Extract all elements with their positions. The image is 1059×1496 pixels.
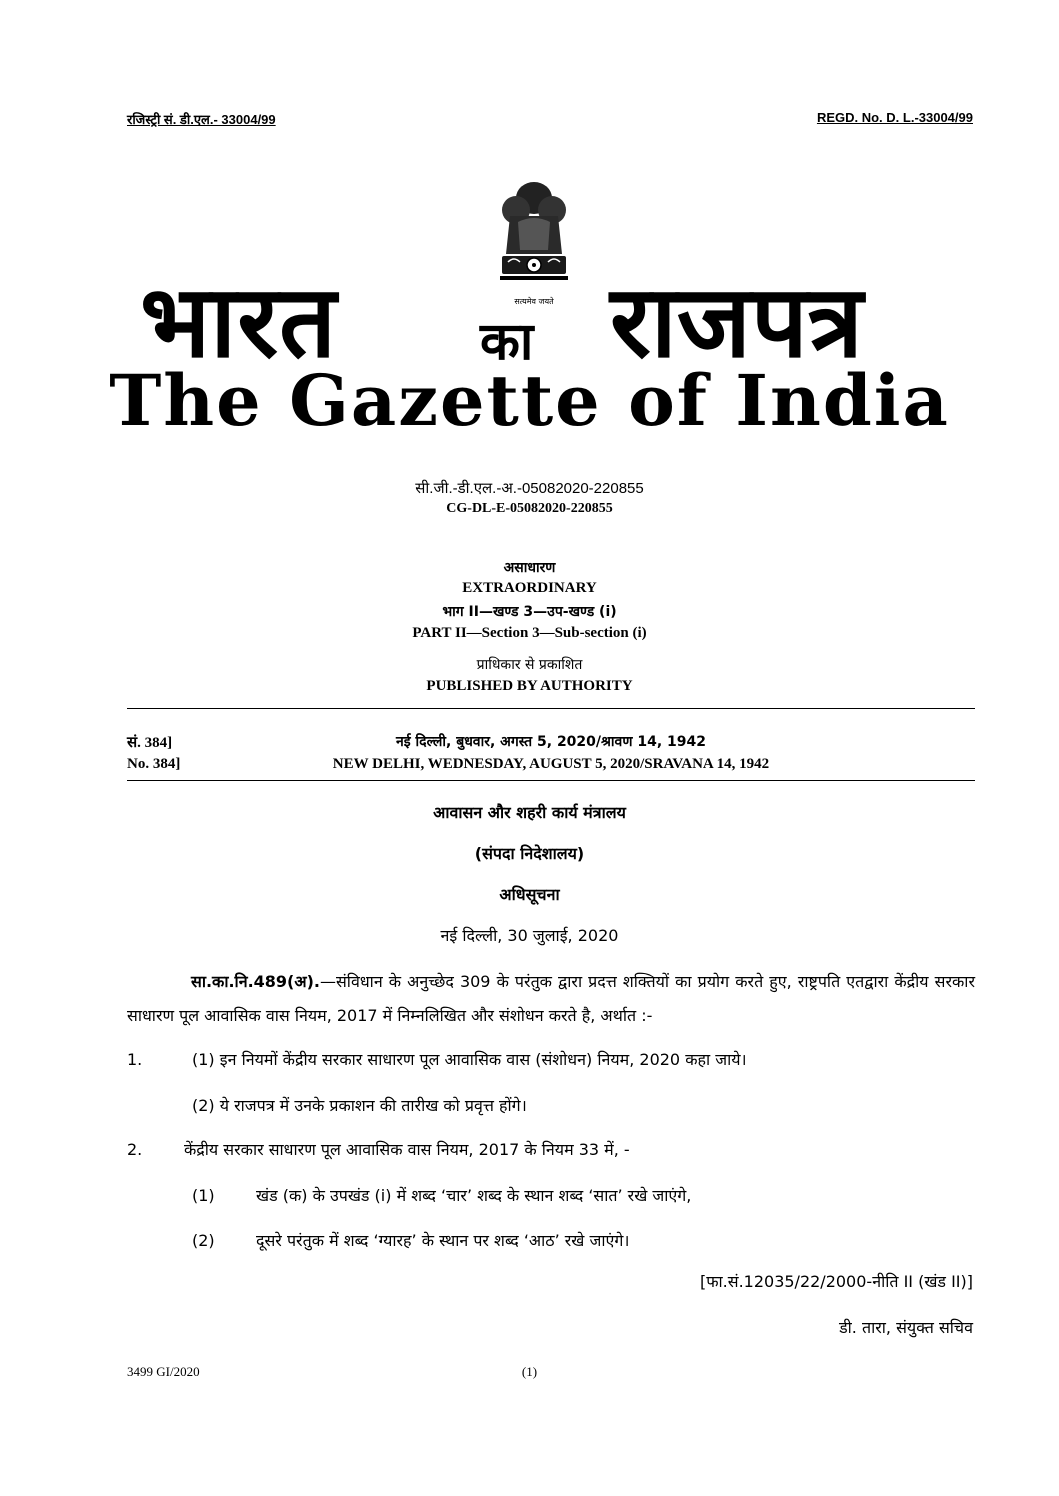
sub-clause2-text: दूसरे परंतुक में शब्द ‘ग्यारह’ के स्थान पर शब्द ‘आठ’ रखे जाएंगे। xyxy=(256,1231,630,1250)
bottom-rule xyxy=(127,780,975,781)
authority-hindi: प्राधिकार से प्रकाशित xyxy=(476,657,583,673)
issue-number-hindi: सं. 384] xyxy=(127,735,173,751)
extraordinary-english: EXTRAORDINARY xyxy=(462,580,597,596)
registration-number-hindi: रजिस्ट्री सं. डी.एल.- 33004/99 xyxy=(127,112,276,127)
sub-clause2-number: (2) xyxy=(192,1231,215,1250)
ministry-name: आवासन और शहरी कार्य मंत्रालय xyxy=(433,803,626,822)
item1-clause-a: (1) इन नियमों केंद्रीय सरकार साधारण पूल आवासिक वास (संशोधन) नियम, 2020 कहा जाये। xyxy=(192,1050,747,1069)
file-reference: [फा.सं.12035/22/2000-नीति II (खंड II)] xyxy=(699,1272,973,1291)
gazette-code-hindi: सी.जी.-डी.एल.-अ.-05082020-220855 xyxy=(415,480,644,497)
item1-clause-b: (2) ये राजपत्र में उनके प्रकाशन की तारीख को प्रवृत्त होंगे। xyxy=(192,1096,527,1115)
top-rule xyxy=(127,708,975,709)
intro-text: —संविधान के अनुच्छेद 309 के परंतुक द्वारा प्रदत्त शक्तियों का प्रयोग करते हुए, राष्ट्रपति एतद्वारा केंद्रीय सरकार साधारण पूल आवासिक वास नियम, 2017 में निम्नलिखित और संशोधन करते है, अर्थात :- xyxy=(127,972,975,1025)
issue-number-english: No. 384] xyxy=(127,756,181,772)
masthead-hindi-mid: का xyxy=(480,312,534,372)
footer-code: 3499 GI/2020 xyxy=(127,1364,200,1379)
directorate-name: (संपदा निदेशालय) xyxy=(474,844,585,863)
authority-english: PUBLISHED BY AUTHORITY xyxy=(426,678,633,694)
part-english: PART II—Section 3—Sub-section (i) xyxy=(412,625,647,641)
item2-text: केंद्रीय सरकार साधारण पूल आवासिक वास नियम, 2017 के नियम 33 में, - xyxy=(184,1140,630,1159)
issue-date-hindi: नई दिल्ली, बुधवार, अगस्त 5, 2020/श्रावण 14, 1942 xyxy=(396,734,706,750)
notification-place-date: नई दिल्ली, 30 जुलाई, 2020 xyxy=(440,926,619,945)
item1-number: 1. xyxy=(127,1050,143,1069)
issue-row-hindi xyxy=(127,732,975,752)
notification-intro xyxy=(127,965,975,1033)
masthead-hindi-right: राजपत्र xyxy=(610,263,863,380)
issue-row-english xyxy=(127,756,975,776)
emblem-caption: सत्यमेव जयते xyxy=(514,297,554,306)
registration-number-english: REGD. No. D. L.-33004/99 xyxy=(816,110,973,125)
notification-title: अधिसूचना xyxy=(499,885,560,904)
page-number: (1) xyxy=(521,1364,538,1379)
issue-date-english: NEW DELHI, WEDNESDAY, AUGUST 5, 2020/SRAVANA 14, 1942 xyxy=(332,756,770,772)
signatory: डी. तारा, संयुक्त सचिव xyxy=(839,1318,973,1337)
part-hindi: भाग II—खण्ड 3—उप-खण्ड (i) xyxy=(442,604,617,620)
sub-clause1-text: खंड (क) के उपखंड (i) में शब्द ‘चार’ शब्द के स्थान शब्द ‘सात’ रखे जाएंगे, xyxy=(256,1186,692,1205)
masthead-english: The Gazette of India xyxy=(109,359,950,442)
extraordinary-hindi: असाधारण xyxy=(503,560,556,576)
item2-number: 2. xyxy=(127,1140,143,1159)
sub-clause1-number: (1) xyxy=(192,1186,215,1205)
masthead-hindi-left: भारत xyxy=(140,263,338,380)
gsr-number: सा.का.नि.489(अ). xyxy=(191,972,320,991)
gazette-code-english: CG-DL-E-05082020-220855 xyxy=(446,501,613,516)
